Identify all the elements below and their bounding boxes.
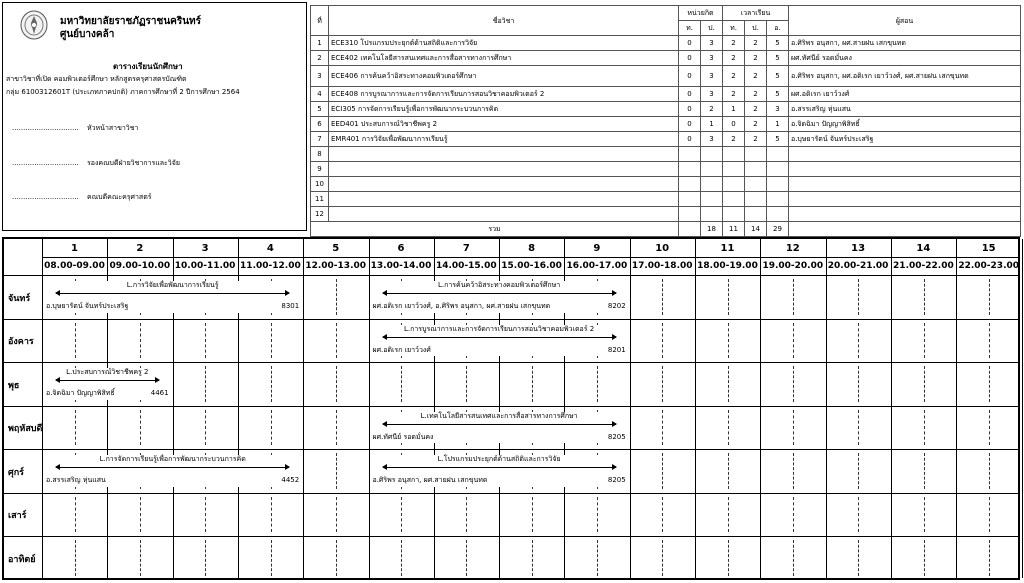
grid-dash	[989, 497, 990, 533]
class-span-arrow	[56, 467, 289, 468]
course-cell-teacher	[789, 177, 1021, 192]
slot-time: 18.00-19.00	[697, 261, 758, 271]
class-title: L.ประสบการณ์วิชาชีพครู 2	[66, 368, 149, 376]
course-cell-h2: 2	[745, 102, 767, 117]
grid-dash	[662, 279, 663, 315]
slot-number: 3	[201, 243, 209, 254]
course-cell-c2: 3	[701, 132, 723, 147]
grid-dash	[793, 453, 794, 489]
grid-dash	[989, 366, 990, 402]
class-span-arrow	[383, 293, 616, 294]
class-teacher: อ.บุษยารัตน์ จันทร์ประเสริฐ	[46, 302, 129, 310]
class-title: L.เทคโนโลยีสารสนเทศและการสื่อสารทางการศึกษา	[420, 411, 578, 420]
grid-dash	[271, 410, 272, 446]
course-cell-name: ECE402 เทคโนโลยีสารสนเทศและการสื่อสารทางการศึกษา	[329, 51, 679, 66]
col-header-credit: หน่วยกิต	[679, 6, 723, 21]
course-cell-name: ECI305 การจัดการเรียนรู้เพื่อการพัฒนากระบวนการคิด	[329, 102, 679, 117]
grid-line	[760, 239, 761, 578]
course-cell-name	[329, 192, 679, 207]
course-cell-h3: 5	[767, 66, 789, 87]
grid-dash	[858, 540, 859, 576]
grid-dash	[336, 323, 337, 359]
signature-dots-2: ..............................	[12, 159, 79, 167]
grid-line	[630, 239, 631, 578]
course-cell-name	[329, 162, 679, 177]
grid-dash	[401, 497, 402, 533]
col-header-no: ที่	[311, 6, 329, 36]
course-row	[311, 132, 1021, 147]
grid-dash	[858, 279, 859, 315]
sub-header-credit-t: ท.	[679, 21, 701, 36]
course-cell-h2: 2	[745, 36, 767, 51]
course-cell-name	[329, 147, 679, 162]
course-row	[311, 207, 1021, 222]
course-cell-no: 7	[311, 132, 329, 147]
class-span-arrow	[383, 337, 616, 338]
grid-line	[1022, 239, 1023, 578]
course-cell-h3	[767, 162, 789, 177]
university-name: มหาวิทยาลัยราชภัฏราชนครินทร์	[60, 16, 202, 27]
slot-number: 1	[71, 243, 78, 254]
col-header-name: ชื่อวิชา	[329, 6, 679, 36]
slot-time: 11.00-12.00	[240, 261, 301, 271]
course-row	[311, 51, 1021, 66]
grid-dash	[728, 323, 729, 359]
course-cell-no: 10	[311, 177, 329, 192]
grid-dash	[793, 497, 794, 533]
course-cell-teacher	[789, 192, 1021, 207]
course-cell-name: EED401 ประสบการณ์วิชาชีพครู 2	[329, 117, 679, 132]
grid-dash	[728, 366, 729, 402]
class-title: L.โปรแกรมประยุกต์ด้านสถิติและการวิจัย	[437, 455, 561, 463]
grid-dash	[989, 279, 990, 315]
class-teacher: อ.ศิริพร อนุสกา, ผศ.สายฝน เสกขุนทด	[372, 476, 488, 484]
course-cell-h1: 2	[723, 132, 745, 147]
course-cell-h1	[723, 207, 745, 222]
course-cell-c2: 3	[701, 66, 723, 87]
program-line: สาขาวิชาที่เปิด คอมพิวเตอร์ศึกษา หลักสูตรครุศาสตรบัณฑิต	[6, 75, 187, 83]
course-cell-name	[329, 207, 679, 222]
grid-dash	[271, 323, 272, 359]
grid-dash	[271, 540, 272, 576]
course-cell-name: ECE406 การค้นคว้าอิสระทางคอมพิวเตอร์ศึกษา	[329, 66, 679, 87]
day-label: ศุกร์	[8, 467, 24, 478]
class-teacher: ผศ.ทัศนีย์ รอดมั่นคง	[372, 432, 434, 441]
course-cell-h2: 2	[745, 66, 767, 87]
grid-dash	[140, 497, 141, 533]
course-row	[311, 117, 1021, 132]
course-cell-h1	[723, 147, 745, 162]
grid-dash	[989, 540, 990, 576]
class-room: 8301	[281, 302, 300, 310]
slot-number: 4	[266, 243, 274, 254]
class-teacher: ผศ.อดิเรก เยาว์วงศ์, อ.ศิริพร อนุสกา, ผศ.สายฝน เสกขุนทด	[372, 302, 551, 310]
course-cell-h2	[745, 192, 767, 207]
course-cell-no: 4	[311, 87, 329, 102]
course-cell-teacher	[789, 162, 1021, 177]
slot-time: 19.00-20.00	[762, 261, 824, 271]
course-cell-no: 8	[311, 147, 329, 162]
grid-dash	[924, 410, 925, 446]
slot-time: 22.00-23.00	[958, 261, 1020, 271]
grid-dash	[205, 497, 206, 533]
class-span-arrow	[56, 293, 289, 294]
day-label: จันทร์	[8, 293, 31, 304]
grid-dash	[662, 497, 663, 533]
course-cell-h2: 2	[745, 117, 767, 132]
course-cell-name: ECE310 โปรแกรมประยุกต์ด้านสถิติและการวิจัย	[329, 36, 679, 51]
total-cell	[679, 222, 701, 237]
sub-header-credit-p: ป.	[701, 21, 723, 36]
day-label: พฤหัสบดี	[8, 424, 43, 435]
total-label: รวม	[311, 222, 679, 237]
class-span-arrow	[56, 380, 159, 381]
class-room: 8202	[607, 302, 626, 310]
grid-line	[4, 362, 1018, 363]
grid-dash	[597, 497, 598, 533]
grid-dash	[336, 410, 337, 446]
col-header-hours: เวลาเรียน	[723, 6, 789, 21]
class-room: 4461	[150, 389, 169, 397]
signature-role-2: รองคณบดีฝ่ายวิชาการและวิจัย	[87, 159, 180, 167]
course-row	[311, 102, 1021, 117]
course-cell-c1	[679, 177, 701, 192]
course-cell-h3: 3	[767, 102, 789, 117]
sub-header-hours-t: ท.	[723, 21, 745, 36]
course-cell-h2: 2	[745, 51, 767, 66]
course-cell-no: 12	[311, 207, 329, 222]
slot-number: 10	[655, 243, 670, 254]
grid-dash	[662, 410, 663, 446]
grid-dash	[205, 410, 206, 446]
course-cell-no: 11	[311, 192, 329, 207]
course-cell-teacher: อ.ศิริพร อนุสกา, ผศ.อดิเรก เยาว์วงศ์, ผศ.สายฝน เสกขุนทด	[789, 66, 1021, 87]
grid-dash	[793, 323, 794, 359]
course-cell-c1	[679, 147, 701, 162]
course-cell-h3	[767, 177, 789, 192]
course-cell-h3: 5	[767, 87, 789, 102]
total-hours-t: 11	[723, 222, 745, 237]
course-row	[311, 192, 1021, 207]
grid-dash	[401, 366, 402, 402]
sub-header-hours-p: ป.	[745, 21, 767, 36]
course-cell-h1	[723, 177, 745, 192]
course-cell-c2: 3	[701, 36, 723, 51]
campus-name: ศูนย์บางคล้า	[60, 29, 115, 40]
course-cell-c1: 0	[679, 102, 701, 117]
grid-dash	[597, 540, 598, 576]
total-hours-o: 29	[767, 222, 789, 237]
course-cell-c2	[701, 162, 723, 177]
slot-time: 14.00-15.00	[435, 261, 497, 271]
course-cell-h3: 5	[767, 36, 789, 51]
course-cell-teacher	[789, 207, 1021, 222]
course-cell-c1: 0	[679, 51, 701, 66]
grid-dash	[858, 323, 859, 359]
total-credit-p: 18	[701, 222, 723, 237]
class-span-arrow	[383, 467, 616, 468]
course-row	[311, 177, 1021, 192]
course-cell-name	[329, 177, 679, 192]
course-cell-no: 6	[311, 117, 329, 132]
slot-time: 21.00-22.00	[893, 261, 954, 271]
slot-time: 16.00-17.00	[566, 261, 628, 271]
grid-dash	[858, 410, 859, 446]
grid-dash	[924, 323, 925, 359]
slot-time: 20.00-21.00	[827, 261, 889, 271]
class-teacher: ผศ.อดิเรก เยาว์วงศ์	[372, 345, 431, 354]
course-cell-h1	[723, 162, 745, 177]
grid-dash	[924, 453, 925, 489]
course-cell-h1: 1	[723, 102, 745, 117]
class-title: L.การบูรณาการและการจัดการเรียนการสอนวิชาคอมพิวเตอร์ 2	[404, 324, 595, 333]
course-cell-h2: 2	[745, 87, 767, 102]
grid-line	[891, 239, 892, 578]
course-cell-h2	[745, 177, 767, 192]
signature-role-3: คณบดีคณะครุศาสตร์	[87, 193, 152, 201]
course-cell-h2	[745, 162, 767, 177]
slot-number: 7	[462, 243, 470, 254]
course-cell-c2: 3	[701, 51, 723, 66]
course-cell-h1: 2	[723, 51, 745, 66]
grid-dash	[140, 410, 141, 446]
slot-time: 10.00-11.00	[174, 261, 236, 271]
grid-line	[956, 239, 957, 578]
course-row	[311, 147, 1021, 162]
day-label: อังคาร	[8, 337, 34, 348]
grid-dash	[924, 497, 925, 533]
grid-line	[4, 275, 1018, 276]
slot-time: 12.00-13.00	[305, 261, 367, 271]
grid-dash	[793, 540, 794, 576]
course-cell-h1	[723, 192, 745, 207]
grid-dash	[140, 540, 141, 576]
course-cell-c1: 0	[679, 132, 701, 147]
grid-dash	[924, 279, 925, 315]
grid-dash	[728, 410, 729, 446]
weekly-schedule	[2, 237, 1020, 580]
slot-number: 11	[720, 243, 735, 254]
course-row	[311, 66, 1021, 87]
grid-dash	[466, 497, 467, 533]
course-cell-h3: 5	[767, 132, 789, 147]
group-line: กลุ่ม 6100312601T (ประเภทภาคปกติ) ภาคการศึกษาที่ 2 ปีการศึกษา 2564	[6, 88, 240, 96]
course-cell-h3	[767, 192, 789, 207]
grid-dash	[336, 540, 337, 576]
grid-dash	[336, 497, 337, 533]
total-cell	[789, 222, 1021, 237]
course-cell-c1: 0	[679, 117, 701, 132]
grid-dash	[858, 497, 859, 533]
grid-dash	[597, 366, 598, 402]
class-title: L.การจัดการเรียนรู้เพื่อการพัฒนากระบวนการคิด	[99, 455, 246, 463]
course-cell-no: 2	[311, 51, 329, 66]
grid-dash	[924, 540, 925, 576]
grid-line	[695, 239, 696, 578]
course-cell-c1	[679, 162, 701, 177]
course-cell-c1: 0	[679, 36, 701, 51]
grid-dash	[336, 279, 337, 315]
grid-line	[303, 239, 304, 578]
grid-dash	[989, 323, 990, 359]
course-cell-teacher: ผศ.อดิเรก เยาว์วงศ์	[789, 87, 1021, 102]
course-cell-name: EMR401 การวิจัยเพื่อพัฒนาการเรียนรู้	[329, 132, 679, 147]
university-seal-icon	[20, 10, 48, 40]
grid-line	[4, 319, 1018, 320]
grid-dash	[793, 366, 794, 402]
class-span-arrow	[383, 424, 616, 425]
slot-number: 2	[136, 243, 144, 254]
grid-dash	[728, 540, 729, 576]
course-cell-no: 5	[311, 102, 329, 117]
slot-number: 8	[528, 243, 536, 254]
sub-header-hours-o: อ.	[767, 21, 789, 36]
class-title: L.การค้นคว้าอิสระทางคอมพิวเตอร์ศึกษา	[437, 281, 561, 289]
signature-dots-1: ..............................	[12, 124, 79, 132]
grid-dash	[793, 279, 794, 315]
course-cell-c1	[679, 192, 701, 207]
course-cell-h2	[745, 147, 767, 162]
grid-dash	[989, 453, 990, 489]
course-cell-teacher: ผศ.ทัศนีย์ รอดมั่นคง	[789, 51, 1021, 66]
course-cell-teacher: อ.บุษยารัตน์ จันทร์ประเสริฐ	[789, 132, 1021, 147]
course-cell-h1: 0	[723, 117, 745, 132]
grid-dash	[728, 497, 729, 533]
course-cell-teacher: อ.จิดฉิมา ปัญญาพิสิทธิ์	[789, 117, 1021, 132]
course-cell-h1: 2	[723, 87, 745, 102]
course-cell-c2	[701, 147, 723, 162]
grid-dash	[793, 410, 794, 446]
course-cell-c2: 3	[701, 87, 723, 102]
slot-number: 9	[593, 243, 601, 254]
slot-time: 13.00-14.00	[370, 261, 432, 271]
slot-number: 15	[981, 243, 996, 254]
grid-dash	[662, 366, 663, 402]
slot-number: 6	[397, 243, 405, 254]
signature-dots-3: ..............................	[12, 193, 79, 201]
grid-dash	[532, 497, 533, 533]
slot-time: 08.00-09.00	[44, 261, 105, 271]
course-cell-name: ECE408 การบูรณาการและการจัดการเรียนการสอนวิชาคอมพิวเตอร์ 2	[329, 87, 679, 102]
slot-number: 13	[851, 243, 866, 254]
slot-number: 5	[332, 243, 340, 254]
grid-dash	[75, 323, 76, 359]
course-cell-h1: 2	[723, 36, 745, 51]
course-cell-teacher: อ.ศิริพร อนุสกา, ผศ.สายฝน เสกขุนทด	[789, 36, 1021, 51]
slot-number: 12	[785, 243, 800, 254]
total-hours-p: 14	[745, 222, 767, 237]
slot-time: 15.00-16.00	[501, 261, 562, 271]
grid-dash	[336, 453, 337, 489]
grid-dash	[205, 366, 206, 402]
signature-role-1: หัวหน้าสาขาวิชา	[87, 124, 139, 132]
class-room: 8205	[607, 476, 626, 484]
course-row	[311, 87, 1021, 102]
grid-dash	[401, 540, 402, 576]
course-cell-h3	[767, 207, 789, 222]
course-row	[311, 36, 1021, 51]
grid-dash	[728, 453, 729, 489]
course-cell-c1: 0	[679, 66, 701, 87]
course-cell-h3: 5	[767, 51, 789, 66]
grid-dash	[662, 453, 663, 489]
grid-dash	[924, 366, 925, 402]
course-cell-c2	[701, 192, 723, 207]
grid-line	[4, 493, 1018, 494]
class-title: L.การวิจัยเพื่อพัฒนาการเรียนรู้	[126, 281, 219, 289]
grid-dash	[532, 366, 533, 402]
grid-dash	[728, 279, 729, 315]
grid-dash	[858, 366, 859, 402]
grid-line	[42, 257, 1018, 258]
course-row	[311, 162, 1021, 177]
course-cell-c2	[701, 177, 723, 192]
day-label: อาทิตย์	[8, 554, 36, 565]
class-room: 8201	[607, 345, 626, 354]
course-cell-h3: 1	[767, 117, 789, 132]
course-cell-no: 9	[311, 162, 329, 177]
class-room: 8205	[607, 432, 626, 441]
grid-line	[826, 239, 827, 578]
grid-line	[4, 536, 1018, 537]
grid-line	[4, 449, 1018, 450]
class-room: 4452	[281, 476, 300, 484]
grid-dash	[271, 497, 272, 533]
slot-number: 14	[916, 243, 931, 254]
course-cell-c2	[701, 207, 723, 222]
grid-dash	[466, 366, 467, 402]
col-header-teacher: ผู้สอน	[789, 6, 1021, 36]
grid-dash	[75, 410, 76, 446]
course-cell-no: 1	[311, 36, 329, 51]
class-teacher: อ.จิดฉิมา ปัญญาพิสิทธิ์	[46, 389, 115, 397]
course-cell-c1	[679, 207, 701, 222]
course-table	[310, 5, 1021, 237]
day-label: เสาร์	[8, 511, 27, 522]
course-cell-c2: 2	[701, 102, 723, 117]
grid-dash	[271, 366, 272, 402]
course-cell-h1: 2	[723, 66, 745, 87]
grid-dash	[205, 323, 206, 359]
grid-dash	[140, 323, 141, 359]
grid-line	[4, 406, 1018, 407]
course-cell-h3	[767, 147, 789, 162]
course-cell-h2	[745, 207, 767, 222]
grid-dash	[75, 540, 76, 576]
course-cell-teacher: อ.สรรเสริญ หุ่นแสน	[789, 102, 1021, 117]
grid-dash	[858, 453, 859, 489]
course-cell-c2: 1	[701, 117, 723, 132]
course-cell-c1: 0	[679, 87, 701, 102]
doc-title: ตารางเรียนนักศึกษา	[113, 62, 183, 71]
course-cell-teacher	[789, 147, 1021, 162]
class-teacher: อ.สรรเสริญ หุ่นแสน	[46, 476, 106, 484]
course-cell-h2: 2	[745, 132, 767, 147]
slot-time: 09.00-10.00	[109, 261, 171, 271]
grid-dash	[75, 497, 76, 533]
grid-dash	[205, 540, 206, 576]
grid-dash	[662, 540, 663, 576]
grid-dash	[662, 323, 663, 359]
slot-time: 17.00-18.00	[631, 261, 693, 271]
course-cell-no: 3	[311, 66, 329, 87]
grid-dash	[336, 366, 337, 402]
day-label: พุธ	[8, 380, 20, 391]
grid-dash	[989, 410, 990, 446]
grid-dash	[466, 540, 467, 576]
grid-dash	[532, 540, 533, 576]
